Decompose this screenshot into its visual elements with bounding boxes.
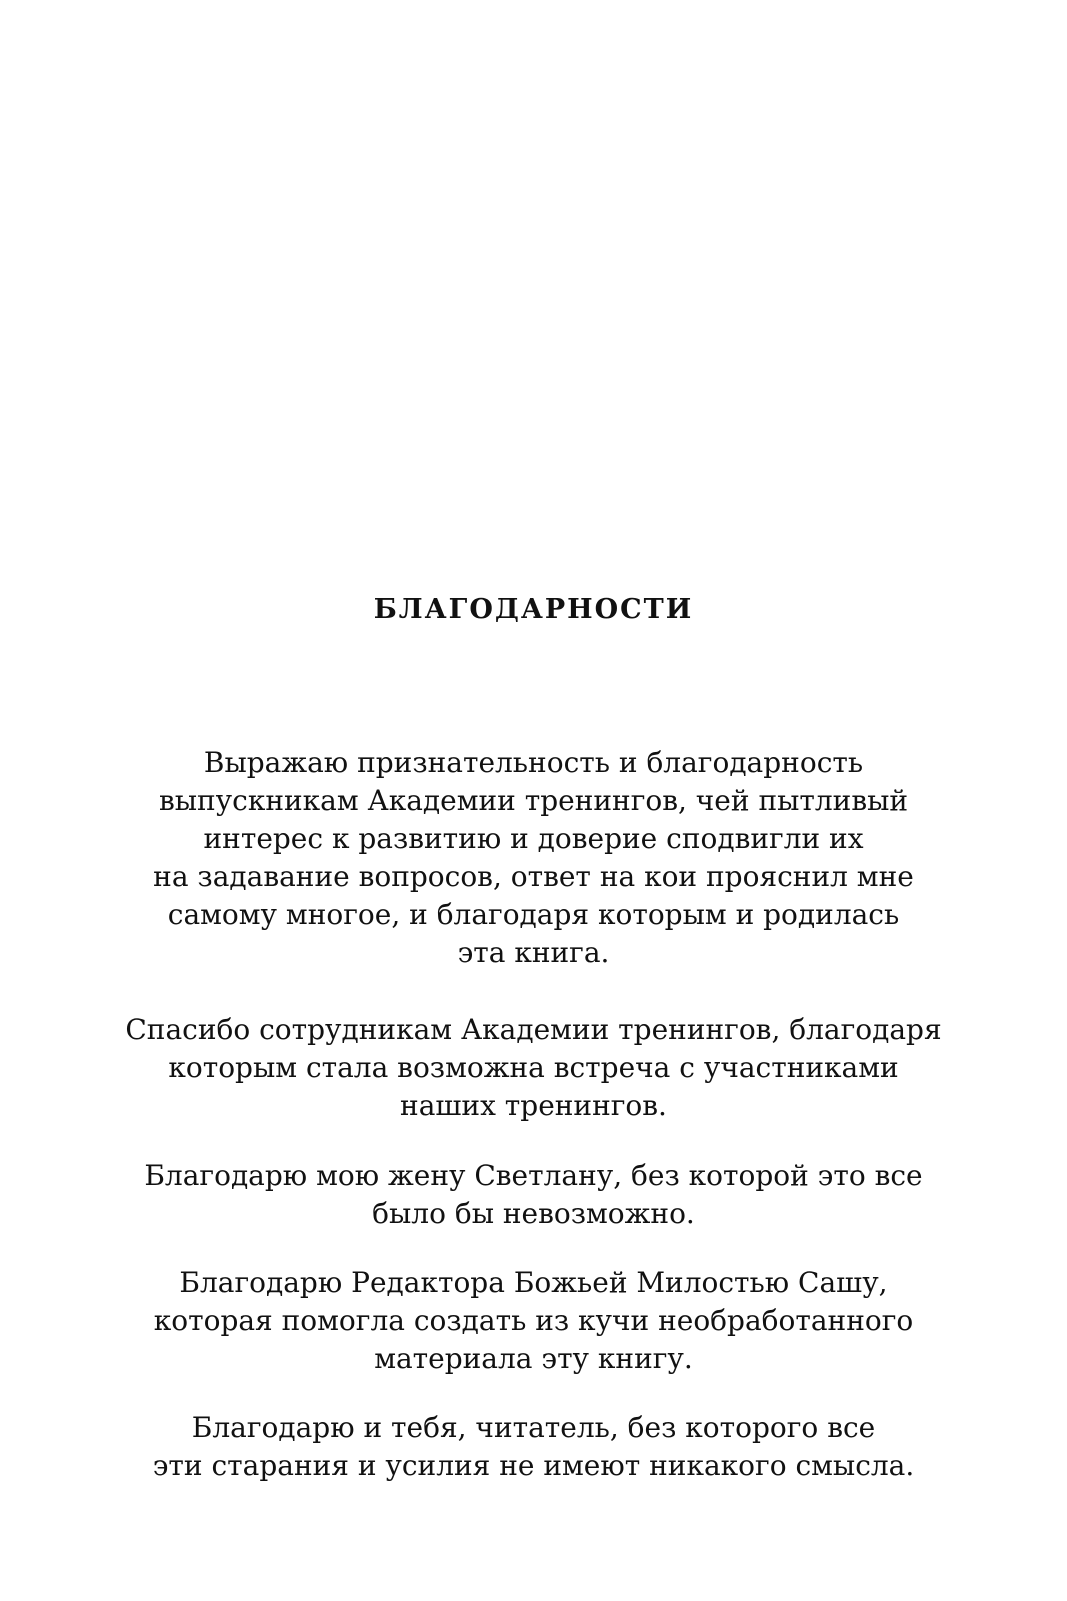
text-line: Благодарю и тебя, читатель, без которого все — [191, 1411, 876, 1444]
text-line: наших тренингов. — [400, 1089, 667, 1122]
paragraph-acknowledgement-graduates — [0, 744, 1067, 972]
text-line: эти старания и усилия не имеют никакого смысла. — [152, 1449, 915, 1482]
text-line: Выражаю признательность и благодарность — [203, 746, 864, 779]
paragraph-acknowledgement-editor — [0, 1264, 1067, 1378]
paragraph-acknowledgement-wife — [0, 1157, 1067, 1233]
page-title: БЛАГОДАРНОСТИ — [373, 594, 694, 625]
text-line: материала эту книгу. — [374, 1342, 693, 1375]
text-line: Спасибо сотрудникам Академии тренингов, благодаря — [125, 1013, 942, 1046]
text-line: Благодарю мою жену Светлану, без которой это все — [144, 1159, 923, 1192]
text-line: которая помогла создать из кучи необработанного — [153, 1304, 914, 1337]
text-line: эта книга. — [457, 936, 610, 969]
text-line: на задавание вопросов, ответ на кои прояснил мне — [153, 860, 914, 893]
text-line: которым стала возможна встреча с участниками — [168, 1051, 899, 1084]
text-line: интерес к развитию и доверие сподвигли их — [203, 822, 864, 855]
paragraph-acknowledgement-staff — [0, 1011, 1067, 1125]
text-line: самому многое, и благодаря которым и родилась — [167, 898, 900, 931]
text-line: было бы невозможно. — [372, 1197, 695, 1230]
paragraph-acknowledgement-reader — [0, 1409, 1067, 1485]
text-line: Благодарю Редактора Божьей Милостью Сашу, — [179, 1266, 888, 1299]
text-line: выпускникам Академии тренингов, чей пытливый — [158, 784, 909, 817]
